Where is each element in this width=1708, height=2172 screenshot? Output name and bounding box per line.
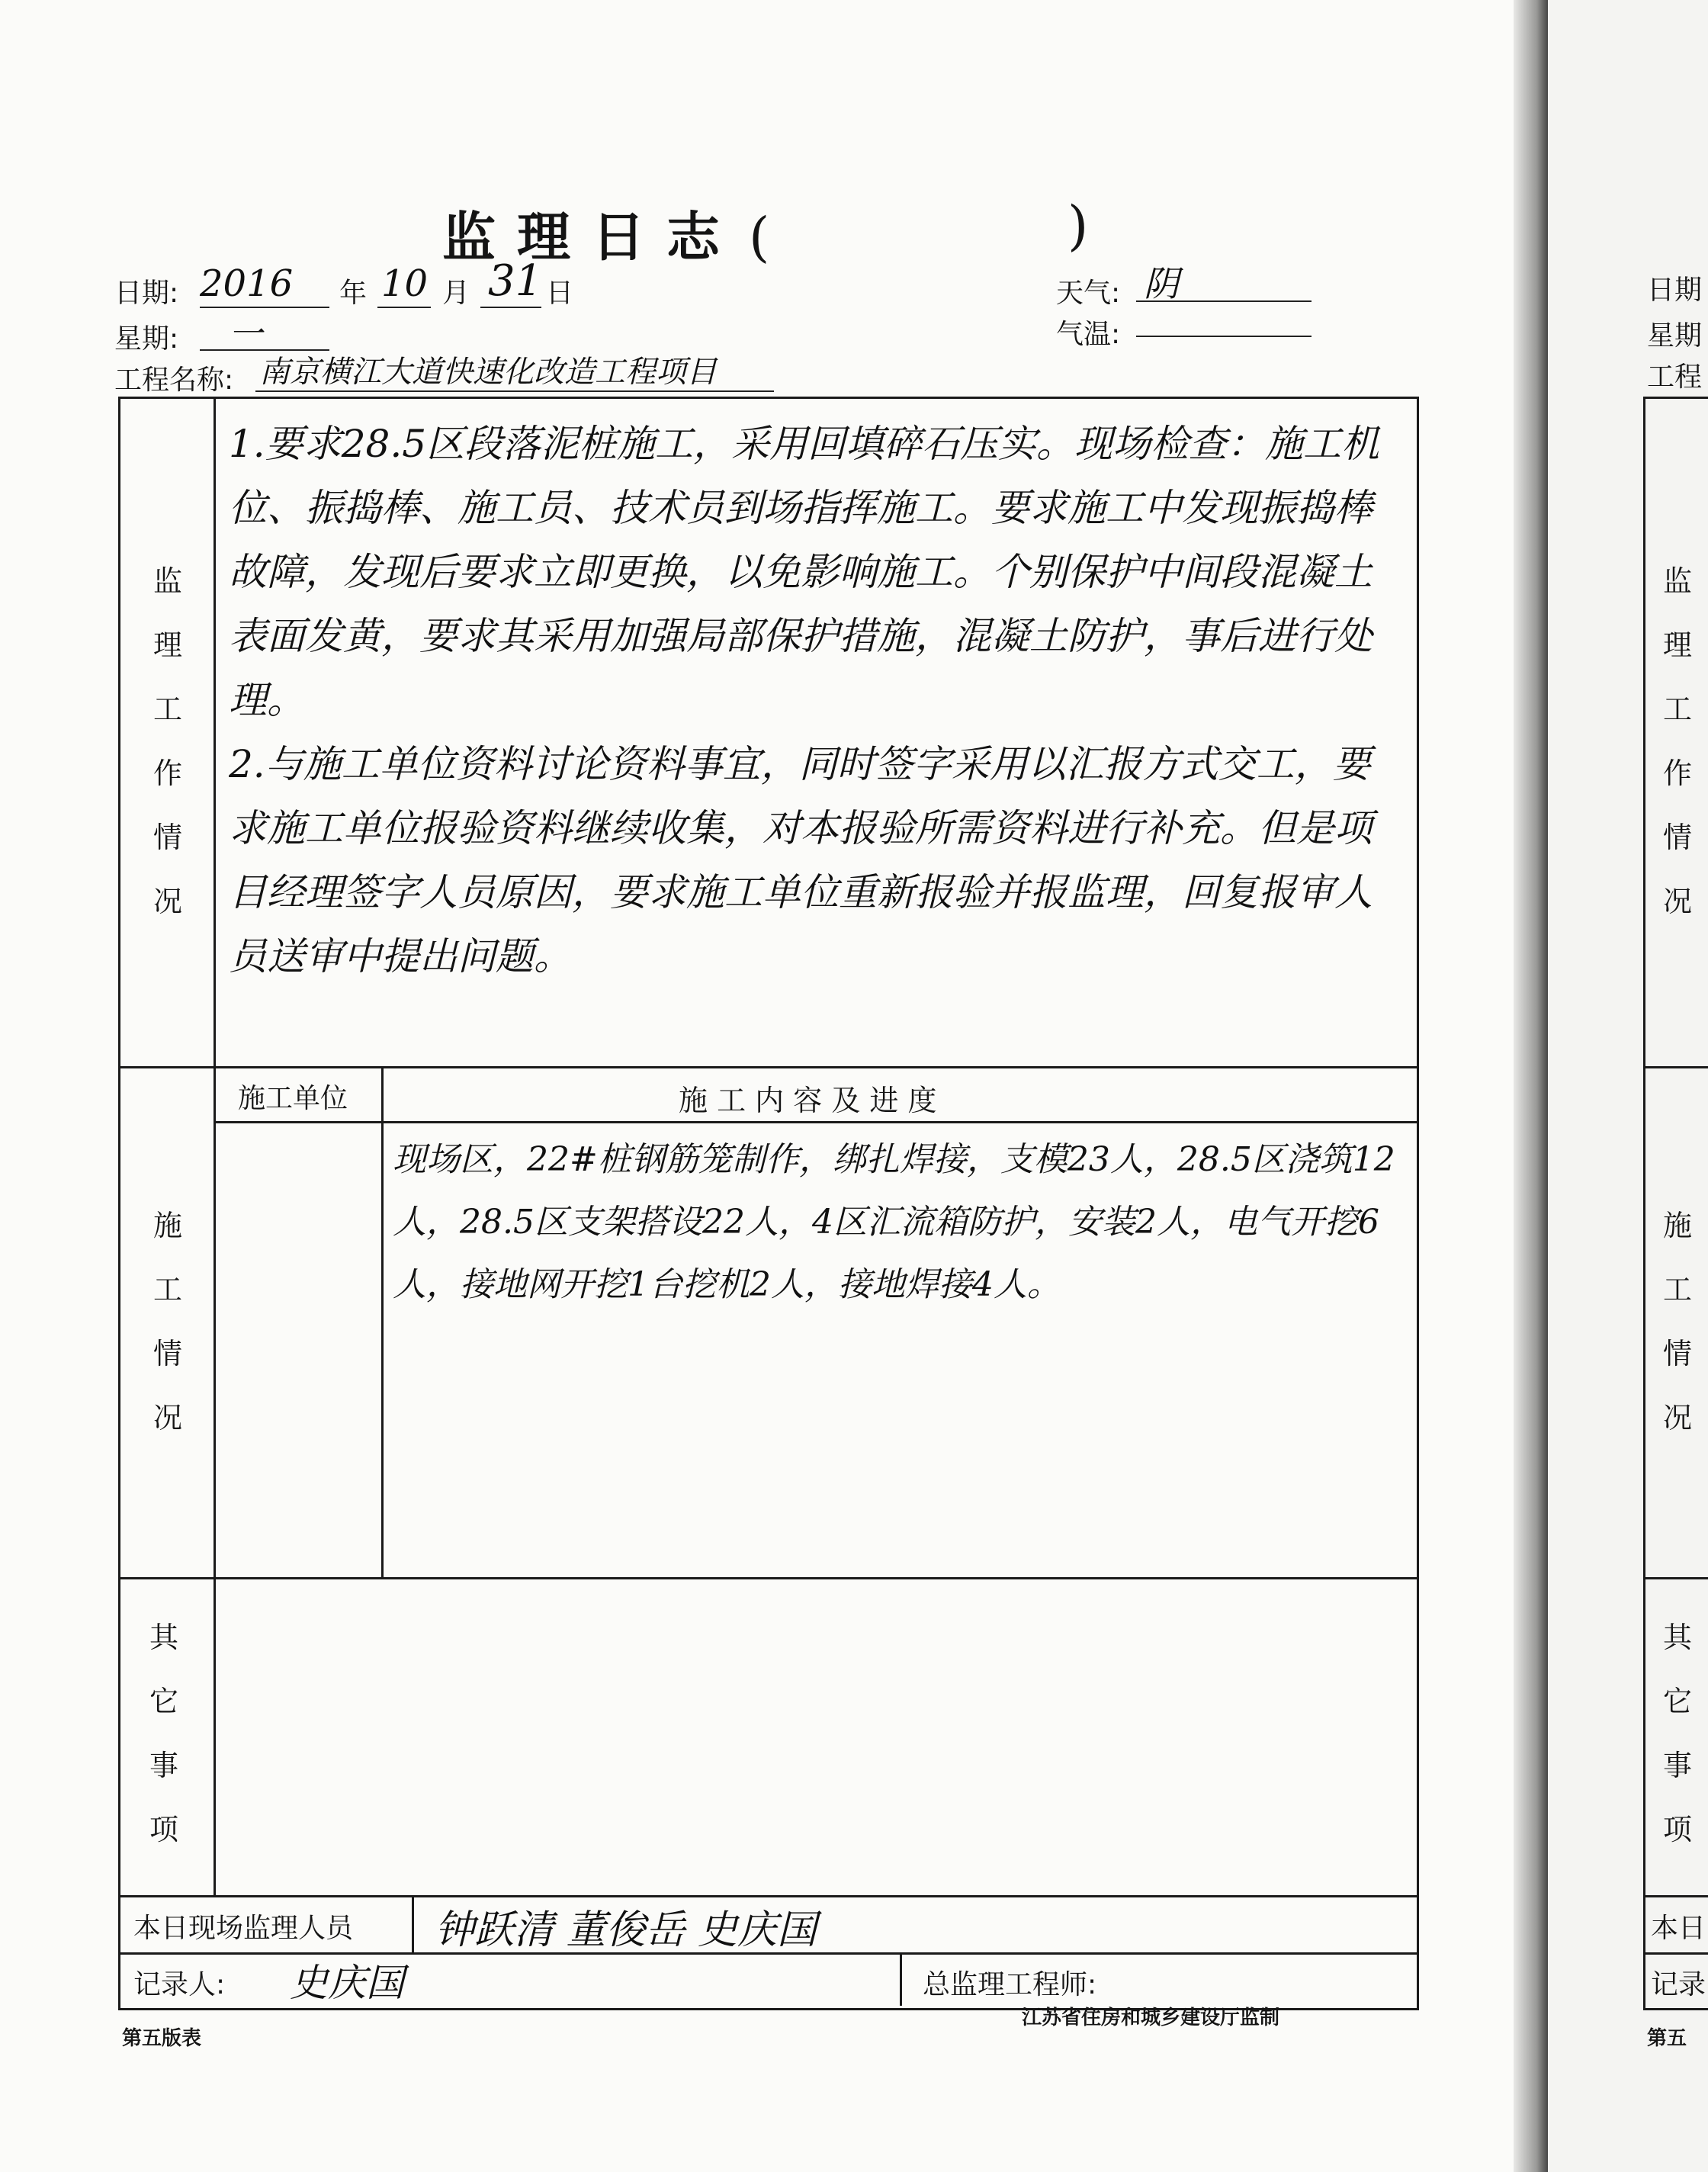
construction-content: 现场区，22#桩钢筋笼制作，绑扎焊接，支模23人，28.5区浇筑12人，28.5区支架搭设22人，4区汇流箱防护，安装2人，电气开挖6人，接地网开挖1台挖机2人，接地焊接4人。 — [393, 1140, 1395, 1304]
next-label-char: 监 — [1662, 564, 1692, 598]
next-other-label — [1655, 1605, 1700, 1862]
next-label-char: 工 — [1662, 1273, 1692, 1306]
next-recorder-label: 记录 — [1651, 1969, 1706, 2000]
temp-line — [1136, 336, 1312, 337]
other-label-char: 项 — [149, 1813, 178, 1846]
other-label-char: 它 — [149, 1685, 178, 1718]
date-year: 2016 — [200, 262, 294, 305]
date-month-line — [377, 307, 431, 308]
construction-label-char: 况 — [152, 1401, 182, 1435]
supervision-label-char: 情 — [152, 821, 182, 854]
next-divider-2 — [1643, 1577, 1708, 1579]
next-page — [1548, 0, 1708, 2172]
next-label-char: 情 — [1662, 1337, 1692, 1370]
supervision-label-char: 况 — [152, 885, 182, 918]
supervision-label — [145, 549, 191, 933]
recorder-value: 史庆国 — [290, 1961, 404, 2005]
project-value: 南京横江大道快速化改造工程项目 — [259, 355, 717, 390]
title-text: 监理日志 — [442, 205, 741, 268]
staff-label: 本日现场监理人员 — [133, 1913, 354, 1944]
next-label-char: 项 — [1662, 1813, 1692, 1846]
divider-construction-header — [214, 1121, 1417, 1123]
staff-label-divider — [412, 1895, 414, 1952]
next-divider-4 — [1643, 1952, 1708, 1955]
other-content — [229, 1586, 1403, 1876]
next-supervision-label — [1655, 549, 1700, 933]
date-year-line — [200, 307, 329, 308]
next-project-label: 工程 — [1647, 361, 1703, 393]
date-day: 31 — [488, 256, 543, 306]
other-label-char: 事 — [149, 1749, 178, 1782]
supervision-label-char: 工 — [152, 692, 182, 726]
title-paren-left: ( — [749, 206, 791, 268]
temp-label: 气温: — [1056, 319, 1121, 350]
binder-shadow — [1514, 0, 1552, 2172]
construction-label-char: 工 — [152, 1273, 182, 1306]
supervision-content: 1.要求28.5区段落泥桩施工，采用回填碎石压实。现场检查：施工机位、振捣棒、施工员、技术员到场指挥施工。要求施工中发现振捣棒故障，发现后要求立即更换，以免影响施工。个别保护中间段混凝土表面发黄，要求其采用加强局部保护措施，混凝土防护，事后进行处理。 2.与施工单位资料讨论资料事宜，同时签字采用以汇报方式交工，要求施工单位报验资料继续收集，对本报验所需资料进行补充。但是项目经理签字人员原因，要求施工单位重新报验并报监理，回复报审人员送审中提出问题。 — [229, 422, 1380, 978]
issuer: 江苏省住房和城乡建设厅监制 — [1022, 2007, 1280, 2029]
next-label-char: 况 — [1662, 885, 1692, 918]
supervision-label-char: 监 — [152, 564, 182, 598]
weather-line — [1136, 300, 1312, 302]
date-month: 10 — [381, 262, 429, 305]
supervision-label-char: 理 — [152, 628, 182, 662]
project-label: 工程名称: — [114, 365, 234, 396]
construction-unit-header: 施工单位 — [238, 1083, 348, 1114]
next-construction-label — [1655, 1194, 1700, 1450]
label-column-divider — [214, 397, 216, 1895]
next-label-char: 工 — [1662, 692, 1692, 726]
form-version: 第五版表 — [122, 2027, 202, 2050]
next-divider-1 — [1643, 1066, 1708, 1068]
next-label-char: 理 — [1662, 628, 1692, 662]
weather-value: 阴 — [1144, 263, 1179, 304]
next-label-char: 其 — [1662, 1621, 1692, 1654]
next-form-version: 第五 — [1647, 2027, 1687, 2050]
date-label: 日期: — [114, 278, 179, 309]
year-label: 年 — [339, 278, 368, 309]
weekday-value: 一 — [229, 315, 262, 354]
construction-unit-divider — [381, 1066, 384, 1577]
month-label: 月 — [442, 278, 470, 309]
chief-label: 总监理工程师: — [923, 1969, 1097, 2000]
next-weekday-label: 星期 — [1647, 320, 1703, 352]
divider-construction-other — [118, 1577, 1417, 1579]
staff-value: 钟跃清 董俊岳 史庆国 — [435, 1907, 817, 1953]
construction-progress-header: 施 工 内 容 及 进 度 — [679, 1084, 937, 1117]
other-label-char: 其 — [149, 1621, 178, 1654]
other-label — [141, 1605, 187, 1862]
date-day-line — [480, 307, 541, 308]
next-label-char: 情 — [1662, 821, 1692, 854]
project-line — [255, 390, 774, 392]
title-paren-right: ) — [1068, 194, 1110, 257]
next-label-char: 作 — [1662, 757, 1692, 790]
construction-label-char: 情 — [152, 1337, 182, 1370]
next-label-char: 况 — [1662, 1401, 1692, 1435]
next-label-char: 它 — [1662, 1685, 1692, 1718]
supervision-label-char: 作 — [152, 757, 182, 790]
weekday-label: 星期: — [114, 323, 179, 355]
construction-label-char: 施 — [152, 1209, 182, 1242]
next-date-label: 日期 — [1647, 275, 1703, 306]
next-staff-label: 本日 — [1651, 1913, 1706, 1944]
next-divider-3 — [1643, 1895, 1708, 1897]
construction-label — [145, 1194, 191, 1450]
recorder-chief-divider — [900, 1952, 902, 2006]
recorder-label: 记录人: — [133, 1969, 226, 2000]
weather-label: 天气: — [1056, 278, 1121, 309]
day-label: 日 — [546, 278, 574, 309]
next-label-char: 施 — [1662, 1209, 1692, 1242]
next-label-char: 事 — [1662, 1749, 1692, 1782]
divider-supervision-construction — [118, 1066, 1417, 1068]
